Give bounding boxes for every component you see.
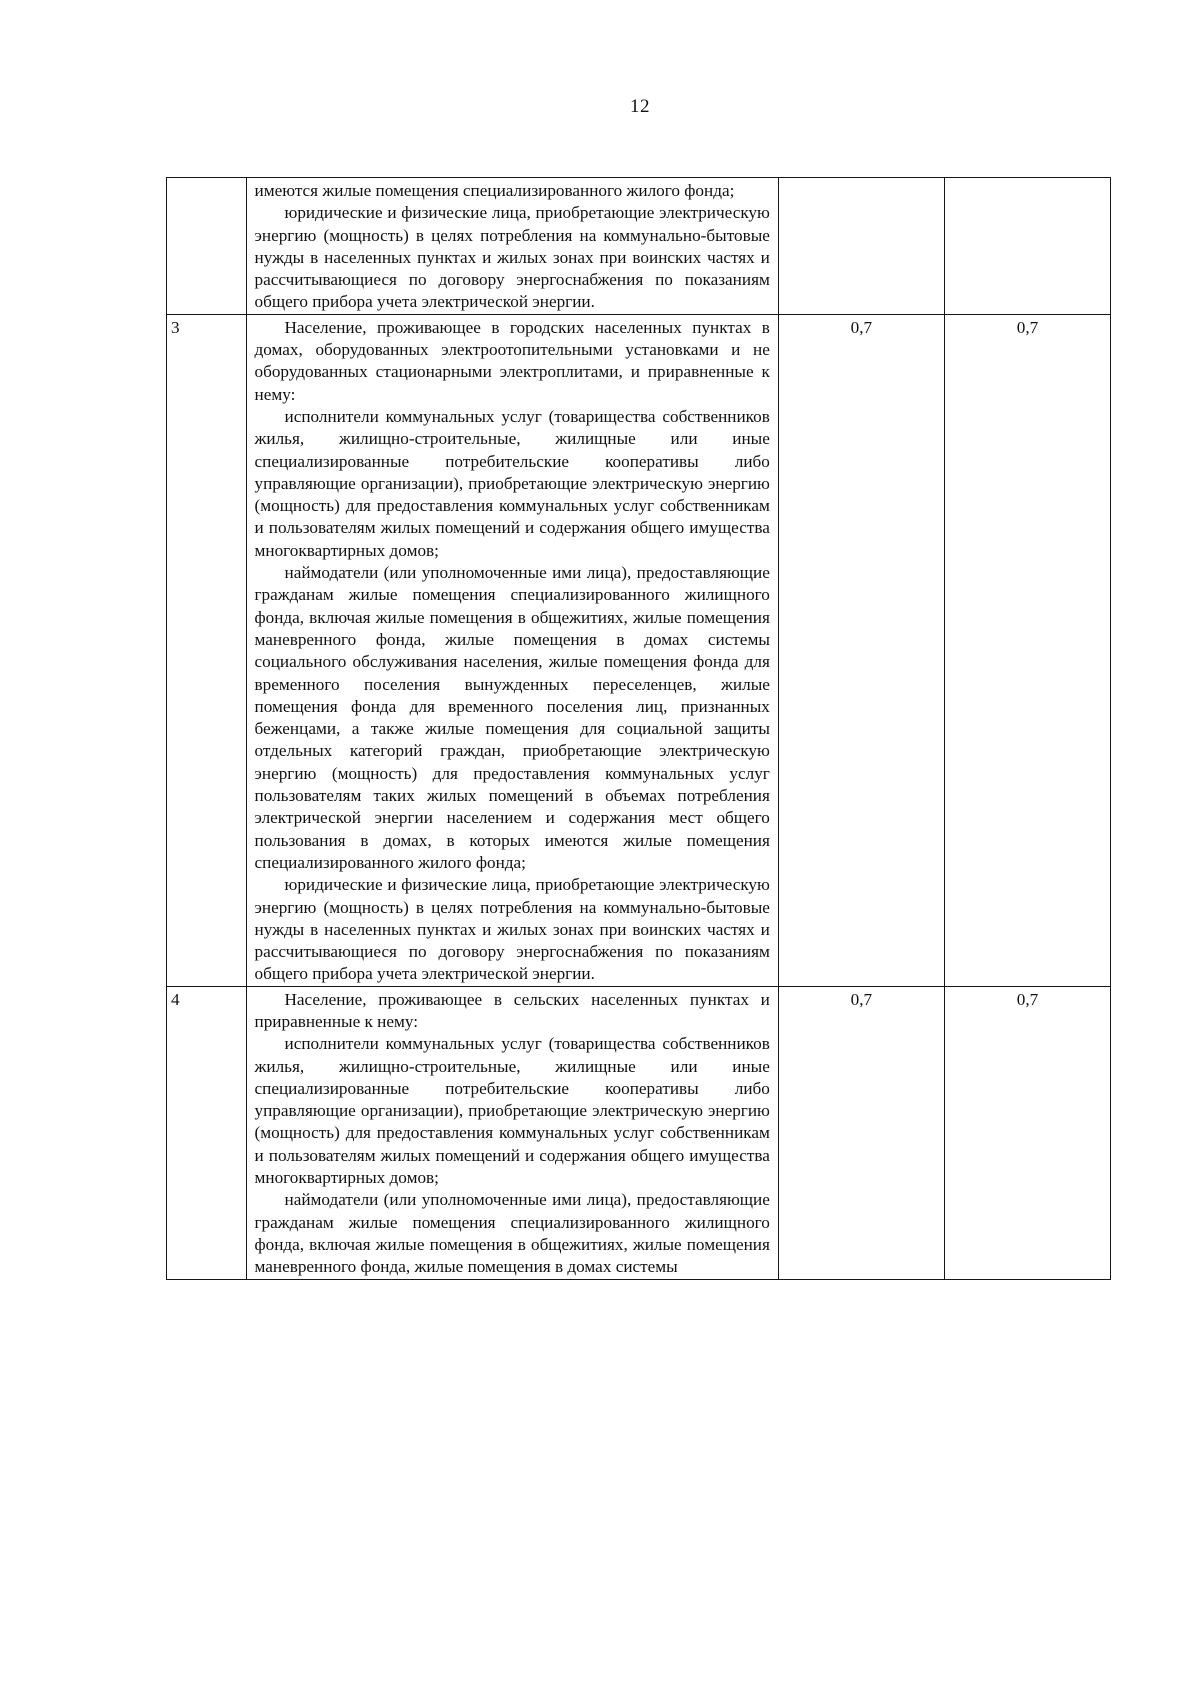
row-number (167, 178, 247, 315)
row-number: 4 (167, 986, 247, 1279)
row-description (246, 178, 778, 315)
description-paragraph: исполнители коммунальных услуг (товарищества собственников жилья, жилищно-строительные, жилищные или иные специализированные потребительские кооперативы либо управляющие организации), приобретающие электрическую энергию (мощность) для предоставления коммунальных услуг собственникам и пользователям жилых помещений и содержания общего имущества многоквартирных домов; (254, 1034, 770, 1188)
description-paragraph: наймодатели (или уполномоченные ими лица), предоставляющие гражданам жилые помещения специализированного жилищного фонда, включая жилые помещения в общежитиях, жилые помещения маневренного фонда, жилые помещения в домах системы (254, 1190, 770, 1277)
row-description (246, 986, 778, 1279)
row-value-1: 0,7 (778, 314, 944, 986)
description-paragraph: Население, проживающее в городских населенных пунктах в домах, оборудованных электроотопительными установками и не оборудованных стационарными электроплитами, и приравненные к нему: (254, 317, 770, 404)
row-value-1 (778, 178, 944, 315)
page-number: 12 (630, 96, 650, 117)
row-value-2: 0,7 (944, 314, 1110, 986)
row-value-1: 0,7 (778, 986, 944, 1279)
table-row (167, 986, 1111, 1279)
row-value-2 (944, 178, 1110, 315)
table-row (167, 314, 1111, 986)
description-paragraph: юридические и физические лица, приобретающие электрическую энергию (мощность) в целях потребления на коммунально-бытовые нужды в населенных пунктах и жилых зонах при воинских частях и рассчитывающиеся по договору энергоснабжения по показаниям общего прибора учета электрической энергии. (254, 875, 770, 984)
description-paragraph: Население, проживающее в сельских населенных пунктах и приравненные к нему: (254, 989, 770, 1031)
description-paragraph: наймодатели (или уполномоченные ими лица), предоставляющие гражданам жилые помещения специализированного жилищного фонда, включая жилые помещения в общежитиях, жилые помещения маневренного фонда, жилые помещения в домах системы социального обслуживания населения, жилые помещения фонда для временного поселения вынужденных переселенцев, жилые помещения фонда для временного поселения лиц, признанных беженцами, а также жилые помещения для социальной защиты отдельных категорий граждан, приобретающие электрическую энергию (мощность) для предоставления коммунальных услуг пользователям таких жилых помещений в объемах потребления электрической энергии населением и содержания мест общего пользования в домах, в которых имеются жилые помещения специализированного жилого фонда; (254, 563, 770, 872)
description-paragraph: юридические и физические лица, приобретающие электрическую энергию (мощность) в целях потребления на коммунально-бытовые нужды в населенных пунктах и жилых зонах при воинских частях и рассчитывающиеся по договору энергоснабжения по показаниям общего прибора учета электрической энергии. (254, 203, 770, 312)
row-description (246, 314, 778, 986)
tariff-table (166, 177, 1111, 1280)
description-paragraph: имеются жилые помещения специализированного жилого фонда; (254, 181, 735, 200)
row-number: 3 (167, 314, 247, 986)
table-row (167, 178, 1111, 315)
description-paragraph: исполнители коммунальных услуг (товарищества собственников жилья, жилищно-строительные, жилищные или иные специализированные потребительские кооперативы либо управляющие организации), приобретающие электрическую энергию (мощность) для предоставления коммунальных услуг собственникам и пользователям жилых помещений и содержания общего имущества многоквартирных домов; (254, 406, 770, 560)
row-value-2: 0,7 (944, 986, 1110, 1279)
